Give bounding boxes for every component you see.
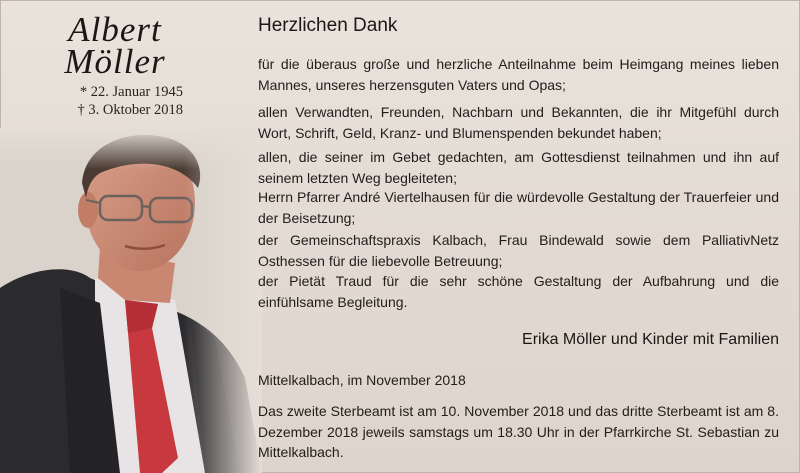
memorial-mass-notice: Das zweite Sterbeamt ist am 10. November 2018 und das dritte Sterbeamt ist am 8. Dezember 2018 jeweils samstags um 18.30 Uhr in der Pfarrkirche St. Sebastian zu Mittelkalbach. xyxy=(258,403,779,460)
deceased-last-name: Möller xyxy=(64,42,166,81)
thanks-paragraph: Herrn Pfarrer André Viertelhausen für die würdevolle Gestaltung der Trauerfeier und der Beisetzung; xyxy=(258,189,779,226)
thanks-paragraph: allen Verwandten, Freunden, Nachbarn und Bekannten, die ihr Mitgefühl durch Wort, Schrift, Geld, Kranz- und Blumenspenden bekundet haben; xyxy=(258,104,779,141)
death-date: † 3. Oktober 2018 xyxy=(77,102,183,118)
place-date: Mittelkalbach, im November 2018 xyxy=(258,372,466,388)
thanks-heading: Herzlichen Dank xyxy=(258,15,398,36)
family-signature: Erika Möller und Kinder mit Familien xyxy=(522,331,779,348)
birth-date: * 22. Januar 1945 xyxy=(79,84,183,100)
deceased-first-name: Albert xyxy=(68,10,162,49)
thanks-paragraph: allen, die seiner im Gebet gedachten, am Gottesdienst teilnahmen und ihn auf seinem letzten Weg begleiteten; xyxy=(258,149,779,186)
thanks-paragraph: der Pietät Traud für die sehr schöne Gestaltung der Aufbahrung und die einfühlsame Begleitung. xyxy=(258,273,779,310)
portrait-illustration xyxy=(0,128,262,473)
thanks-paragraph: der Gemeinschaftspraxis Kalbach, Frau Bindewald sowie dem PalliativNetz Osthessen für die liebevolle Betreuung; xyxy=(258,232,779,269)
portrait-photo xyxy=(0,128,262,473)
thanks-paragraph: für die überaus große und herzliche Anteilnahme beim Heimgang meines lieben Mannes, unseres herzensguten Vaters und Opas; xyxy=(258,56,779,93)
